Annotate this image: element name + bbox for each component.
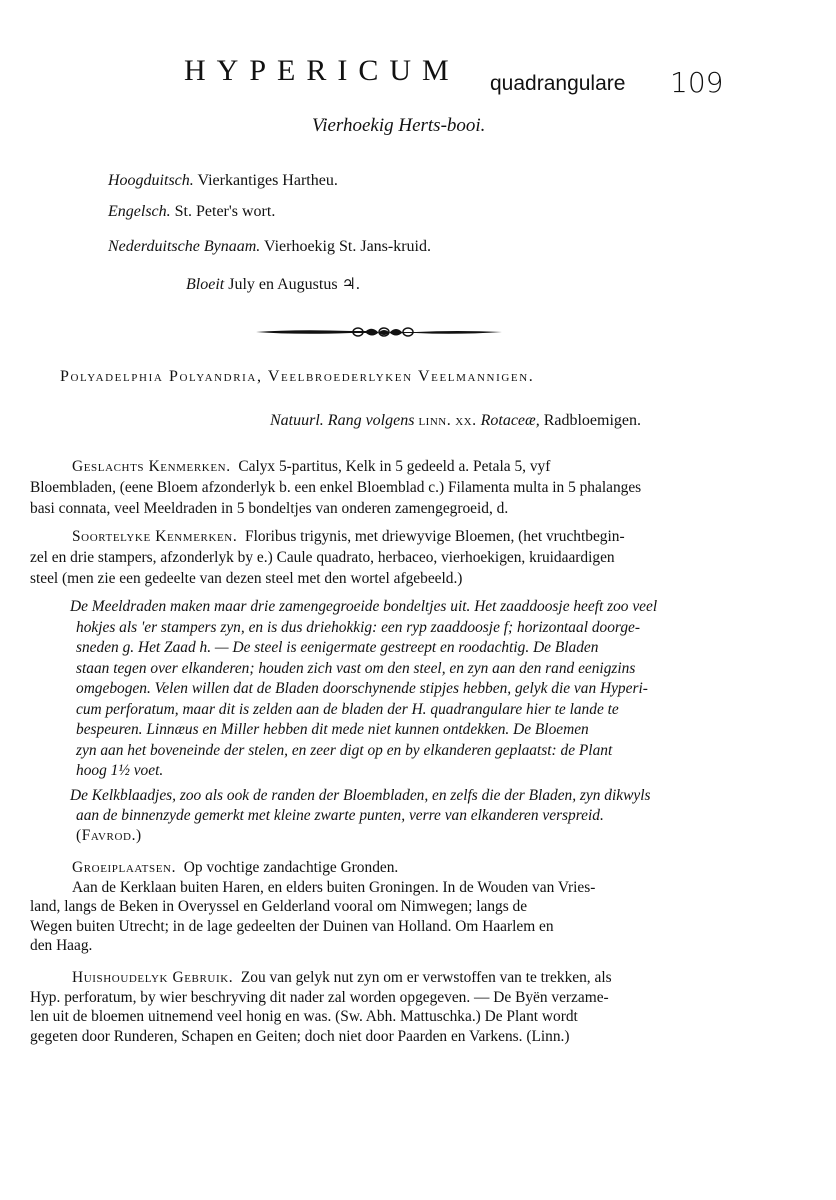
species-line: zel en drie stampers, afzonderlyk by e.) Caule quadrato, herbaceo, vierhoekigen, kruidaardigen xyxy=(30,549,615,566)
use-line: Huishoudelyk Gebruik. Zou van gelyk nut zyn om er verwstoffen van te trekken, als xyxy=(72,969,612,986)
use-line: gegeten door Runderen, Schapen en Geiten; doch niet door Paarden en Varkens. (Linn.) xyxy=(30,1027,570,1045)
genus-line: basi connata, veel Meeldraden in 5 bondeltjes van onderen zamengegroeid, d. xyxy=(30,500,509,517)
name-value: Vierkantiges Hartheu. xyxy=(197,172,338,189)
description-line: hoog 1½ voet. xyxy=(76,762,164,779)
name-value: Vierhoekig St. Jans-kruid. xyxy=(263,238,431,255)
remark-line: (Favrod.) xyxy=(76,827,142,844)
name-row-flowering xyxy=(186,274,360,294)
remark-line: De Kelkblaadjes, zoo als ook de randen der Bloembladen, en zelfs die der Bladen, zyn dikwyls xyxy=(70,787,651,804)
natural-rank-line xyxy=(270,412,641,430)
genus-characteristics xyxy=(30,456,641,519)
name-row-german xyxy=(108,172,338,190)
remark-paragraph xyxy=(70,786,650,846)
section-heading: Geslachts Kenmerken. xyxy=(72,458,231,475)
description-line: staan tegen over elkanderen; houden zich vast om den steel, en zyn aan den rand eenigzins xyxy=(76,659,636,677)
rank-linn: linn. xyxy=(418,412,452,429)
name-label: Engelsch. xyxy=(108,203,171,220)
name-label: Bloeit xyxy=(186,276,225,293)
classification-line: Polyadelphia Polyandria, Veelbroederlyken Veelmannigen. xyxy=(60,368,535,385)
description-line: hokjes als 'er stampers zyn, en is dus driehokkig: een ryp zaaddoosje f; horizontaal doorge- xyxy=(76,618,640,636)
genus-line: Geslachts Kenmerken. Calyx 5-partitus, Kelk in 5 gedeeld a. Petala 5, vyf xyxy=(72,458,551,475)
rank-family: Rotaceæ, xyxy=(480,412,540,429)
species-line: Soortelyke Kenmerken. Floribus trigynis, met driewyvige Bloemen, (het vruchtbegin- xyxy=(72,528,625,545)
habitat-line: land, langs de Beken in Overyssel en Gelderland vooral om Nimwegen; langs de xyxy=(30,898,528,915)
habitat-line: Groeiplaatsen. Op vochtige zandachtige Gronden. xyxy=(72,859,399,876)
name-value: St. Peter's wort. xyxy=(174,203,276,220)
habitat-line: Aan de Kerklaan buiten Haren, en elders buiten Groningen. In de Wouden van Vries- xyxy=(72,878,596,896)
description-paragraph xyxy=(70,597,657,782)
genus-line: Bloembladen, (eene Bloem afzonderlyk b. een enkel Bloemblad c.) Filamenta multa in 5 phalanges xyxy=(30,479,642,496)
description-line: omgebogen. Velen willen dat de Bladen doorschynende stipjes hebben, gelyk die van Hyperi- xyxy=(76,680,648,697)
description-line: cum perforatum, maar dit is zelden aan de bladen der H. quadrangulare hier te lande te xyxy=(76,700,619,718)
description-line: zyn aan het boveneinde der stelen, en zeer digt op en by elkanderen geplaatst: de Plant xyxy=(76,741,613,759)
species-name: quadrangulare xyxy=(490,72,626,95)
section-heading: Soortelyke Kenmerken. xyxy=(72,528,238,545)
use-line: Hyp. perforatum, by wier beschryving dit nader zal worden opgegeven. — De Byën verzame- xyxy=(30,988,609,1006)
rank-number: xx. xyxy=(455,412,477,429)
section-heading: Groeiplaatsen. xyxy=(72,859,177,876)
habitat-paragraph xyxy=(30,858,595,956)
remark-line: aan de binnenzyde gemerkt met kleine zwarte punten, verre van elkanderen verspreid. xyxy=(76,807,604,824)
ornament-divider xyxy=(256,322,502,342)
name-row-english xyxy=(108,203,275,221)
rank-dutch: Radbloemigen. xyxy=(543,412,642,429)
dutch-common-name: Vierhoekig Herts-booi. xyxy=(312,115,486,136)
name-value: July en Augustus ♃. xyxy=(228,276,360,293)
genus-title: HYPERICUM xyxy=(184,54,460,87)
name-label: Hoogduitsch. xyxy=(108,172,194,189)
economic-use-paragraph xyxy=(30,968,612,1046)
description-line: De Meeldraden maken maar drie zamengegroeide bondeltjes uit. Het zaaddoosje heeft zoo veel xyxy=(70,598,658,615)
description-line: sneden g. Het Zaad h. — De steel is eenigermate gestreept en roodachtig. De Bladen xyxy=(76,639,599,656)
handwritten-page-number: 109 xyxy=(670,66,724,99)
species-line: steel (men zie een gedeelte van dezen steel met den wortel afgebeeld.) xyxy=(30,570,463,587)
name-label: Nederduitsche Bynaam. xyxy=(108,238,261,255)
species-characteristics xyxy=(30,526,625,589)
description-line: bespeuren. Linnæus en Miller hebben dit mede niet kunnen ontdekken. De Bloemen xyxy=(76,721,589,738)
section-heading: Huishoudelyk Gebruik. xyxy=(72,969,234,986)
habitat-line: Wegen buiten Utrecht; in de lage gedeelten der Duinen van Holland. Om Haarlem en xyxy=(30,917,554,935)
name-row-dutch xyxy=(108,238,431,256)
rank-prefix: Natuurl. Rang volgens xyxy=(270,412,415,429)
habitat-line: den Haag. xyxy=(30,937,93,954)
use-line: len uit de bloemen uitnemend veel honig en was. (Sw. Abh. Mattuschka.) De Plant wordt xyxy=(30,1008,578,1025)
